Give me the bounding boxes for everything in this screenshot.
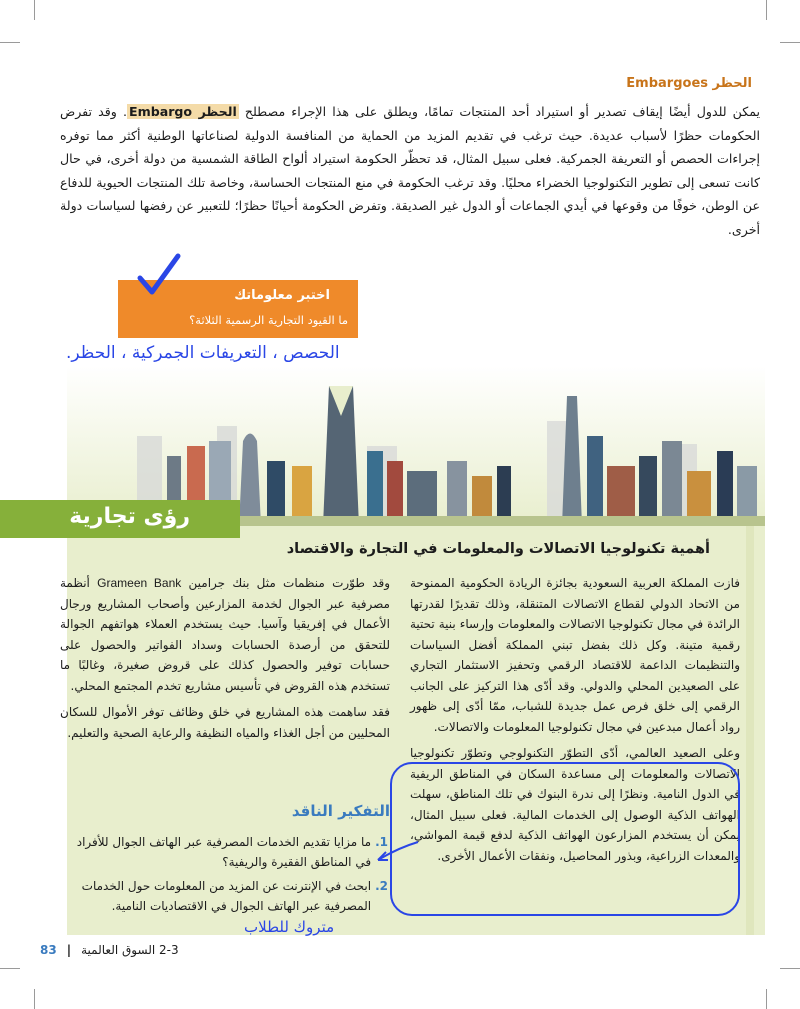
paragraph-text: أنظمة مصرفية عبر الجوال لخدمة المزارعين وأصحاب المشاريع ورجال الأعمال في إفريقيا وآسيا. حيث يستخدم العملاء هواتفهم الجوالة للتحقق من أرصدة الحسابات وسداد الفواتير والحصول على حسابات توفير والحصول كذلك على قروض صغيرة، وغالبًا ما تستخدم هذه القروض في تأسيس مشاريع تخدم المجتمع المحلي.	[60, 576, 390, 693]
critical-thinking-title: التفكير الناقد	[291, 802, 390, 820]
page-footer	[40, 943, 179, 957]
article-paragraph: وعلى الصعيد العالمي، أدّى التطوّر التكنولوجي وتطوّر تكنولوجيا الاتصالات والمعلومات إلى مساعدة السكان في المناطق الريفية في الدول النامية. ونظرًا إلى ندرة البنوك في تلك المناطق، سهلت الهواتف الذكية الوصول إلى الخدمات المالية. فعلى سبيل المثال، يمكن أن يستخدم المزارعون الهواتف الذكية لدفع قيمة المواشي، والمعدات الزراعية، وبذور المحاصيل، ونفقات الأعمال الأخرى.	[410, 746, 740, 863]
crop-mark	[766, 989, 767, 1009]
intro-text-a: يمكن للدول أيضًا إيقاف تصدير أو استيراد أحد المنتجات تمامًا، ويطلق على هذا الإجراء مصطلح	[238, 104, 761, 119]
crop-mark	[34, 989, 35, 1009]
panel-edge	[746, 455, 754, 935]
crop-mark	[780, 42, 800, 43]
intro-text-rest: وقد تفرض الحكومات حظرًا لأسباب عديدة. حيث ترغب في تقديم المزيد من الحماية من المنافسة الدولية لصناعاتها الوطنية أكثر مما توفره إجراءات الحصص أو التعريفة الجمركية. فعلى سبيل المثال، قد تحظّر الحكومة استيراد ألواح الطاقة الشمسية من دولة أخرى، في حال كانت تسعى إلى تطوير التكنولوجيا الخضراء محليًا. وقد ترغب الحكومة في منع المنتجات الحساسة، وخاصة تلك المنتجات الحيوية للدفاع عن الوطن، خوفًا من وقوعها في أيدي الجماعات أو الدول غير الصديقة. وتفرض الحكومة أحيانًا حظرًا؛ للتعبير عن رفضها لسياسات دولة أخرى.	[60, 104, 760, 237]
crop-mark	[0, 42, 20, 43]
check-mark-icon	[134, 250, 184, 300]
quiz-box	[118, 280, 358, 338]
article-paragraph: فازت المملكة العربية السعودية بجائزة الريادة الحكومية الممنوحة من الاتحاد الدولي لقطاع الاتصالات المتنقلة، وذلك تقديرًا لقدرتها الرائدة في مجال تكنولوجيا الاتصالات والمعلومات وإرساء بنية تحتية رقمية متينة. وكل ذلك بفضل تبني المملكة أفضل السياسات والتنظيمات الداعمة للاقتصاد الرقمي وتحفيز الاستثمار التجاري على الصعيدين المحلي والدولي. وقد أدّى هذا التركيز على الجانب الرقمي إلى خلق فرص عمل جديدة للشباب، ممّا أدّى إلى ظهور رواد أعمال مبدعين في مجال تكنولوجيا المعلومات والاتصالات.	[410, 576, 740, 734]
page-number: 83	[40, 943, 57, 957]
crop-mark	[0, 968, 20, 969]
banner-label: رؤى تجارية	[69, 504, 190, 529]
question-item	[58, 832, 388, 872]
handwritten-note: متروك للطلاب	[244, 918, 335, 936]
question-item	[58, 876, 388, 916]
trade-insights-banner	[0, 500, 240, 538]
arrow-annotation-icon	[372, 838, 420, 866]
article-paragraph	[60, 573, 390, 696]
intro-paragraph: يمكن للدول أيضًا إيقاف تصدير أو استيراد أحد المنتجات تمامًا، ويطلق على هذا الإجراء مصطلح الحظر Embargo. وقد تفرض الحكومات حظرًا لأسباب عديدة. حيث ترغب في تقديم المزيد من الحماية من المنافسة الدولية لصناعاتها الوطنية أكثر مما توفره إجراءات الحصص أو التعريفة الجمركية. فعلى سبيل المثال، قد تحظّر الحكومة استيراد ألواح الطاقة الشمسية من دولة أخرى، في حال كانت تسعى إلى تطوير التكنولوجيا الخضراء محليًا. وقد ترغب الحكومة في منع المنتجات الحساسة، وخاصة تلك المنتجات الحيوية للدفاع عن الوطن، خوفًا من وقوعها في أيدي الجماعات أو الدول غير الصديقة. وتفرض الحكومة أحيانًا حظرًا؛ للتعبير عن رفضها لسياسات دولة أخرى.	[60, 104, 761, 237]
question-text: ابحث في الإنترنت عن المزيد من المعلومات حول الخدمات المصرفية عبر الهاتف الجوال في الاقتصاديات النامية.	[81, 879, 372, 913]
crop-mark	[34, 0, 35, 20]
article-title: أهمية تكنولوجيا الاتصالات والمعلومات في التجارة والاقتصاد	[286, 541, 710, 557]
quiz-question: ما القيود التجارية الرسمية الثلاثة؟	[189, 313, 348, 327]
quiz-title: اختبر معلوماتك	[234, 288, 330, 303]
question-text: ما مزايا تقديم الخدمات المصرفية عبر الهاتف الجوال للأفراد في المناطق الفقيرة والريفية؟	[76, 835, 372, 869]
paragraph-text: وقد طوّرت منظمات مثل بنك جرامين	[181, 576, 390, 590]
section-title: Embargoes الحظر	[626, 76, 752, 91]
crop-mark	[780, 968, 800, 969]
crop-mark	[766, 0, 767, 20]
grameen-bank-term: Grameen Bank	[97, 576, 182, 590]
footer-divider: |	[66, 943, 72, 957]
question-number: 2.	[375, 879, 388, 893]
critical-thinking-questions	[58, 832, 388, 920]
question-number: 1.	[375, 835, 388, 849]
footer-section: 2-3 السوق العالمية	[81, 943, 179, 957]
handwritten-answer: الحصص ، التعريفات الجمركية ، الحظر.	[66, 343, 340, 363]
embargo-term: الحظر Embargo	[128, 104, 237, 119]
article-left-column	[60, 573, 390, 749]
article-paragraph: فقد ساهمت هذه المشاريع في خلق وظائف توفر الأموال للسكان المحليين من أجل الغذاء والمياه النظيفة والرعاية الصحية والتعليم.	[60, 705, 390, 740]
handwritten-circle-annotation	[390, 762, 740, 916]
